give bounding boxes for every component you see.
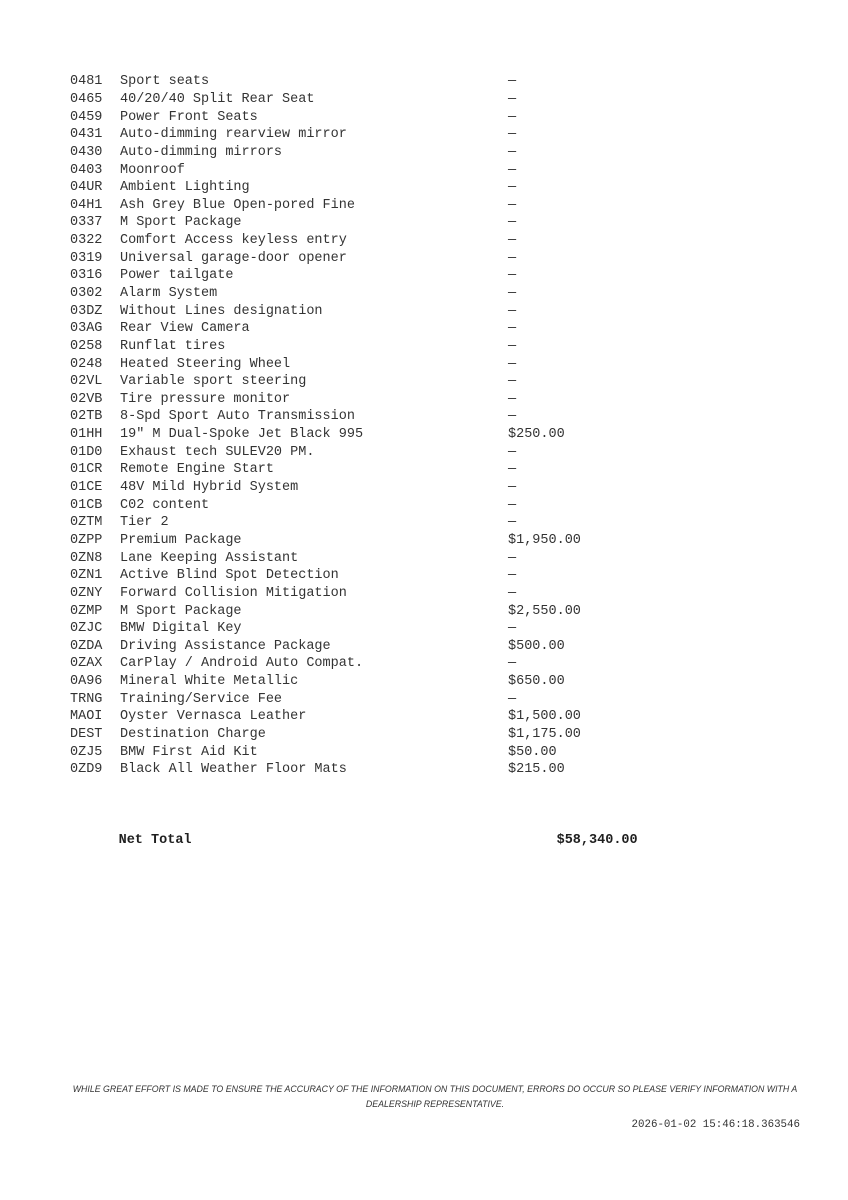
option-row (70, 426, 638, 444)
option-price: — (508, 109, 517, 125)
option-code: 02VB (70, 391, 103, 407)
option-description: Training/Service Fee (120, 691, 283, 707)
option-code: 0302 (70, 286, 103, 301)
option-price: — (508, 303, 517, 319)
option-price: — (508, 497, 517, 513)
options-list (70, 38, 638, 867)
option-code: MAOI (70, 709, 103, 725)
option-price: — (508, 321, 517, 337)
option-price: — (508, 356, 517, 372)
option-row (70, 162, 638, 180)
option-description: Rear View Camera (120, 321, 250, 337)
option-row (70, 761, 638, 779)
option-description: Ash Grey Blue Open-pored Fine (120, 197, 355, 213)
option-description: Forward Collision Mitigation (120, 585, 347, 601)
option-price: — (508, 162, 517, 178)
option-code: 0A96 (70, 674, 103, 690)
option-code: 0ZPP (70, 532, 103, 548)
option-row (70, 444, 638, 462)
option-row (70, 567, 638, 585)
option-row (70, 356, 638, 374)
option-code: 0319 (70, 250, 103, 266)
option-row (70, 479, 638, 497)
option-code: 0ZJC (70, 621, 103, 637)
option-price: — (508, 374, 517, 390)
option-row (70, 267, 638, 285)
option-description: Premium Package (120, 532, 242, 548)
option-code: 03AG (70, 321, 103, 337)
option-code: 0ZJ5 (70, 744, 103, 760)
option-description: CarPlay / Android Auto Compat. (120, 656, 364, 672)
option-code: 04H1 (70, 197, 103, 213)
option-code: 0431 (70, 127, 103, 143)
option-code: DEST (70, 727, 103, 743)
option-price: — (508, 180, 517, 196)
option-row (70, 673, 638, 691)
option-description: Comfort Access keyless entry (120, 233, 347, 249)
option-price: — (508, 74, 517, 90)
option-price: — (508, 215, 517, 231)
option-description: C02 content (120, 497, 210, 513)
option-code: 01HH (70, 427, 103, 443)
option-description: Destination Charge (120, 727, 266, 743)
option-description: Sport seats (120, 74, 210, 90)
option-description: Runflat tires (120, 338, 226, 354)
option-row (70, 373, 638, 391)
option-row (70, 708, 638, 726)
option-price: — (508, 91, 517, 107)
option-code: 0337 (70, 215, 103, 231)
option-code: 01CR (70, 462, 103, 478)
option-row (70, 109, 638, 127)
generation-timestamp: 2026-01-02 15:46:18.363546 (631, 1119, 800, 1131)
option-price: $2,550.00 (508, 603, 581, 619)
option-price: — (508, 515, 517, 531)
option-description: Power tailgate (120, 268, 234, 284)
option-row (70, 726, 638, 744)
option-price: $1,500.00 (508, 709, 581, 725)
option-description: Moonroof (120, 162, 185, 178)
option-row (70, 126, 638, 144)
option-description: Lane Keeping Assistant (120, 550, 299, 566)
option-price: — (508, 127, 517, 143)
option-description: Variable sport steering (120, 374, 307, 390)
option-code: 0ZAX (70, 656, 103, 672)
option-description: Mineral White Metallic (120, 674, 299, 690)
option-price: — (508, 585, 517, 601)
option-code: 01CB (70, 497, 103, 513)
option-row (70, 320, 638, 338)
option-row (70, 585, 638, 603)
option-row (70, 338, 638, 356)
option-description: 19" M Dual-Spoke Jet Black 995 (120, 427, 364, 443)
option-description: Remote Engine Start (120, 462, 274, 478)
option-price: $1,175.00 (508, 727, 581, 743)
option-code: 0322 (70, 233, 103, 249)
option-code: TRNG (70, 691, 103, 707)
option-price: — (508, 480, 517, 496)
option-row (70, 691, 638, 709)
option-row (70, 461, 638, 479)
option-row (70, 391, 638, 409)
option-price: $650.00 (508, 674, 565, 690)
disclaimer-text: WHILE GREAT EFFORT IS MADE TO ENSURE THE ACCURACY OF THE INFORMATION ON THIS DOCUMENT, ERRORS DO OCCUR SO PLEASE VERIFY INFORMATION WITH A DEALERSHIP REPRESENTATIVE. (72, 1084, 798, 1109)
option-description: M Sport Package (120, 603, 242, 619)
option-row (70, 285, 638, 303)
option-price: — (508, 568, 517, 584)
option-price: — (508, 250, 517, 266)
option-row (70, 655, 638, 673)
option-code: 0ZNY (70, 585, 103, 601)
option-description: BMW First Aid Kit (120, 744, 258, 760)
option-description: 40/20/40 Split Rear Seat (120, 91, 315, 107)
option-row (70, 73, 638, 91)
option-description: Tire pressure monitor (120, 391, 291, 407)
option-code: 01D0 (70, 444, 103, 460)
option-price: — (508, 233, 517, 249)
option-code: 0316 (70, 268, 103, 284)
option-code: 0ZMP (70, 603, 103, 619)
option-code: 0ZN8 (70, 550, 103, 566)
option-row (70, 144, 638, 162)
option-row (70, 408, 638, 426)
option-description: Power Front Seats (120, 109, 258, 125)
option-description: M Sport Package (120, 215, 242, 231)
option-row (70, 532, 638, 550)
option-description: BMW Digital Key (120, 621, 242, 637)
option-price: $215.00 (508, 762, 565, 778)
option-price: — (508, 197, 517, 213)
option-code: 0430 (70, 144, 103, 160)
option-price: — (508, 144, 517, 160)
option-row (70, 603, 638, 621)
option-code: 04UR (70, 180, 103, 196)
option-row (70, 744, 638, 762)
option-price: $500.00 (508, 638, 565, 654)
net-total-row (70, 814, 638, 848)
option-description: Exhaust tech SULEV20 PM. (120, 444, 315, 460)
option-description: Active Blind Spot Detection (120, 568, 339, 584)
option-row (70, 91, 638, 109)
option-code: 0ZTM (70, 515, 103, 531)
option-row (70, 303, 638, 321)
option-code: 02VL (70, 374, 103, 390)
option-code: 0465 (70, 91, 103, 107)
option-price: — (508, 550, 517, 566)
option-description: Heated Steering Wheel (120, 356, 291, 372)
option-price: — (508, 691, 517, 707)
option-price: $250.00 (508, 427, 565, 443)
option-code: 0ZDA (70, 638, 103, 654)
option-price: — (508, 268, 517, 284)
option-row (70, 197, 638, 215)
option-row (70, 179, 638, 197)
option-price: — (508, 444, 517, 460)
option-price: — (508, 338, 517, 354)
option-code: 01CE (70, 480, 103, 496)
option-row (70, 214, 638, 232)
option-row (70, 497, 638, 515)
option-description: 8-Spd Sport Auto Transmission (120, 409, 355, 425)
option-row (70, 514, 638, 532)
option-description: Without Lines designation (120, 303, 323, 319)
option-description: Tier 2 (120, 515, 169, 531)
option-code: 03DZ (70, 303, 103, 319)
options-rows (70, 73, 638, 779)
option-price: — (508, 656, 517, 672)
option-description: Ambient Lighting (120, 180, 250, 196)
net-total-amount: $58,340.00 (556, 832, 638, 848)
option-price: $50.00 (508, 744, 557, 760)
option-description: Driving Assistance Package (120, 638, 331, 654)
option-row (70, 620, 638, 638)
option-row (70, 550, 638, 568)
net-total-label: Net Total (118, 832, 192, 848)
option-code: 0459 (70, 109, 103, 125)
option-description: Auto-dimming rearview mirror (120, 127, 347, 143)
option-description: Universal garage-door opener (120, 250, 347, 266)
option-code: 0ZN1 (70, 568, 103, 584)
option-price: — (508, 391, 517, 407)
option-price: — (508, 286, 517, 301)
option-code: 0403 (70, 162, 103, 178)
option-row (70, 232, 638, 250)
option-description: Alarm System (120, 286, 218, 301)
option-description: Black All Weather Floor Mats (120, 762, 347, 778)
option-price: — (508, 409, 517, 425)
option-price: $1,950.00 (508, 532, 581, 548)
option-description: 48V Mild Hybrid System (120, 480, 299, 496)
option-code: 0258 (70, 338, 103, 354)
option-description: Auto-dimming mirrors (120, 144, 283, 160)
option-row (70, 250, 638, 268)
option-row (70, 638, 638, 656)
option-code: 0248 (70, 356, 103, 372)
option-code: 0481 (70, 74, 103, 90)
option-code: 0ZD9 (70, 762, 103, 778)
option-description: Oyster Vernasca Leather (120, 709, 307, 725)
option-code: 02TB (70, 409, 103, 425)
option-price: — (508, 462, 517, 478)
option-price: — (508, 621, 517, 637)
